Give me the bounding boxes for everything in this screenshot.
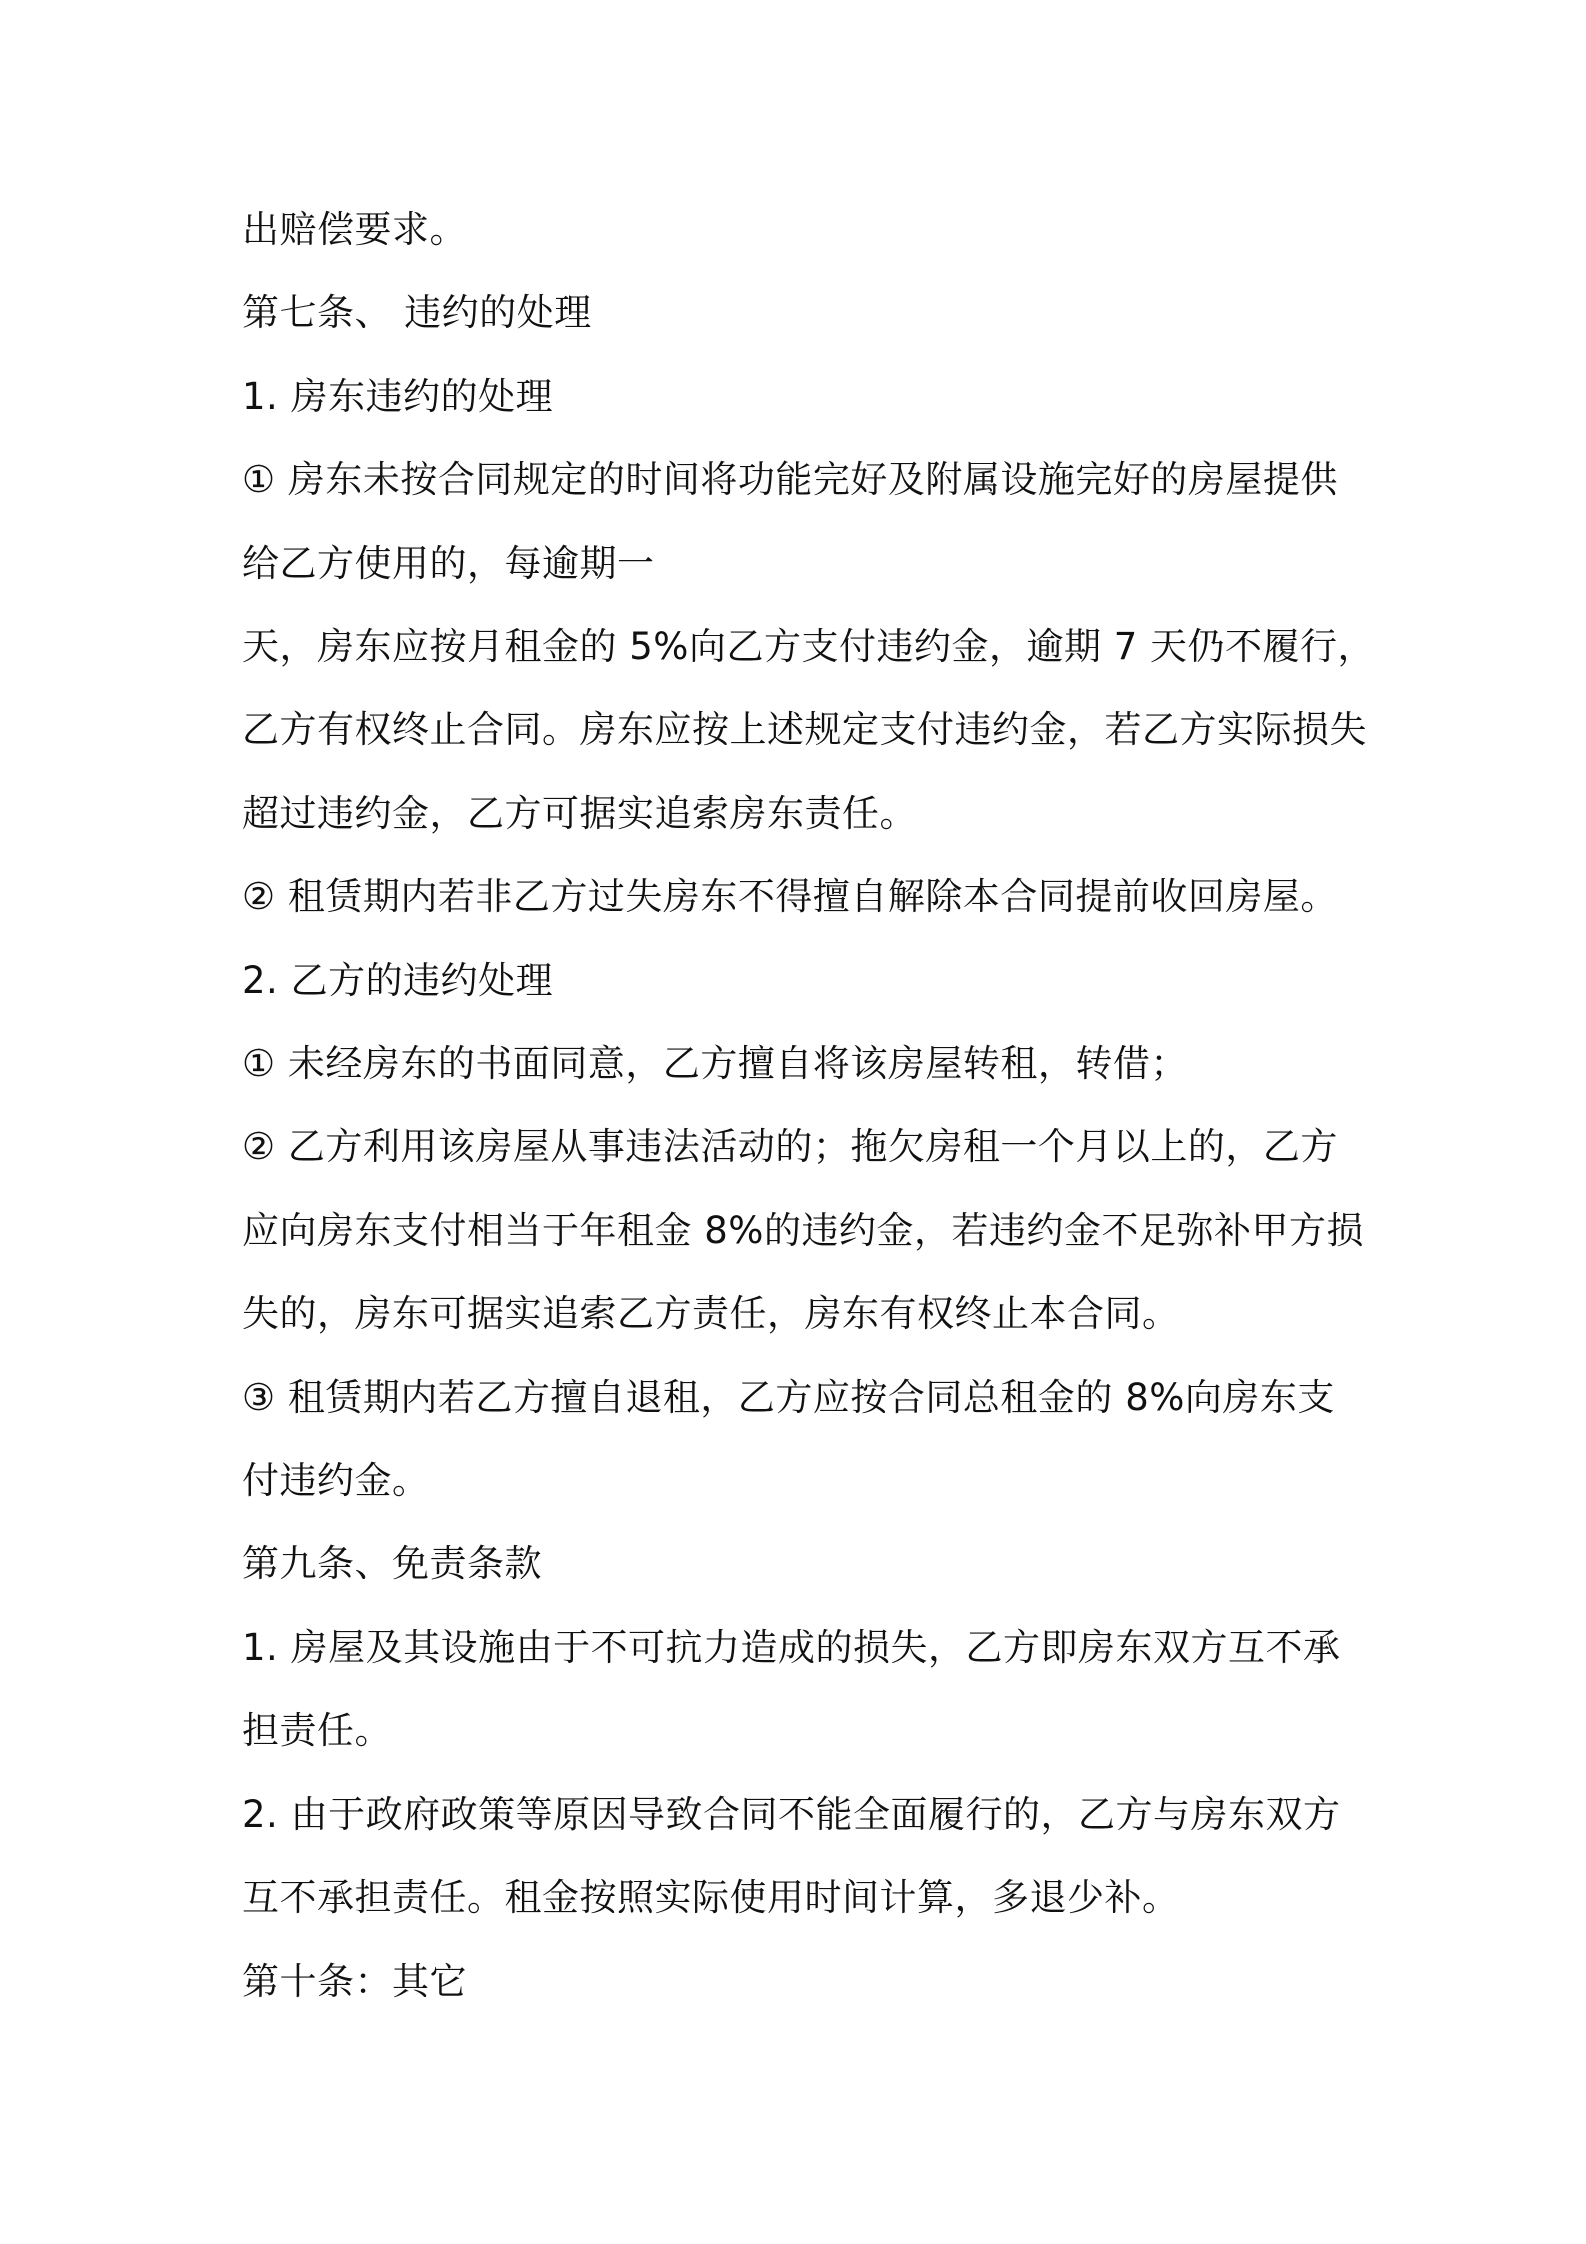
section-heading: 第七条、 违约的处理 bbox=[242, 291, 592, 334]
text-line: 出赔偿要求。 bbox=[242, 208, 467, 251]
text-line: ① 未经房东的书面同意，乙方擅自将该房屋转租，转借； bbox=[242, 1042, 1188, 1085]
text-line: 1. 房屋及其设施由于不可抗力造成的损失，乙方即房东双方互不承 bbox=[242, 1626, 1341, 1669]
text-line: 互不承担责任。租金按照实际使用时间计算，多退少补。 bbox=[242, 1876, 1180, 1919]
section-heading: 第九条、免责条款 bbox=[242, 1542, 542, 1585]
text-line: 2. 由于政府政策等原因导致合同不能全面履行的，乙方与房东双方 bbox=[242, 1793, 1341, 1836]
text-line: 天，房东应按月租金的 5%向乙方支付违约金，逾期 7 天仍不履行， bbox=[242, 625, 1376, 668]
subsection-heading: 1. 房东违约的处理 bbox=[242, 375, 554, 418]
text-line: 超过违约金，乙方可据实追索房东责任。 bbox=[242, 792, 917, 835]
text-line: 担责任。 bbox=[242, 1709, 392, 1752]
text-line: ① 房东未按合同规定的时间将功能完好及附属设施完好的房屋提供 bbox=[242, 458, 1338, 501]
subsection-heading: 2. 乙方的违约处理 bbox=[242, 959, 554, 1002]
text-line: 乙方有权终止合同。房东应按上述规定支付违约金，若乙方实际损失 bbox=[242, 708, 1367, 751]
text-line: ② 乙方利用该房屋从事违法活动的；拖欠房租一个月以上的，乙方 bbox=[242, 1125, 1338, 1168]
text-line: 给乙方使用的，每逾期一 bbox=[242, 542, 655, 585]
text-line: 付违约金。 bbox=[242, 1459, 430, 1502]
section-heading: 第十条：其它 bbox=[242, 1960, 467, 2003]
text-line: 失的，房东可据实追索乙方责任，房东有权终止本合同。 bbox=[242, 1292, 1180, 1335]
text-line: ③ 租赁期内若乙方擅自退租，乙方应按合同总租金的 8%向房东支 bbox=[242, 1376, 1335, 1419]
text-line: ② 租赁期内若非乙方过失房东不得擅自解除本合同提前收回房屋。 bbox=[242, 875, 1338, 918]
text-line: 应向房东支付相当于年租金 8%的违约金，若违约金不足弥补甲方损 bbox=[242, 1209, 1364, 1252]
